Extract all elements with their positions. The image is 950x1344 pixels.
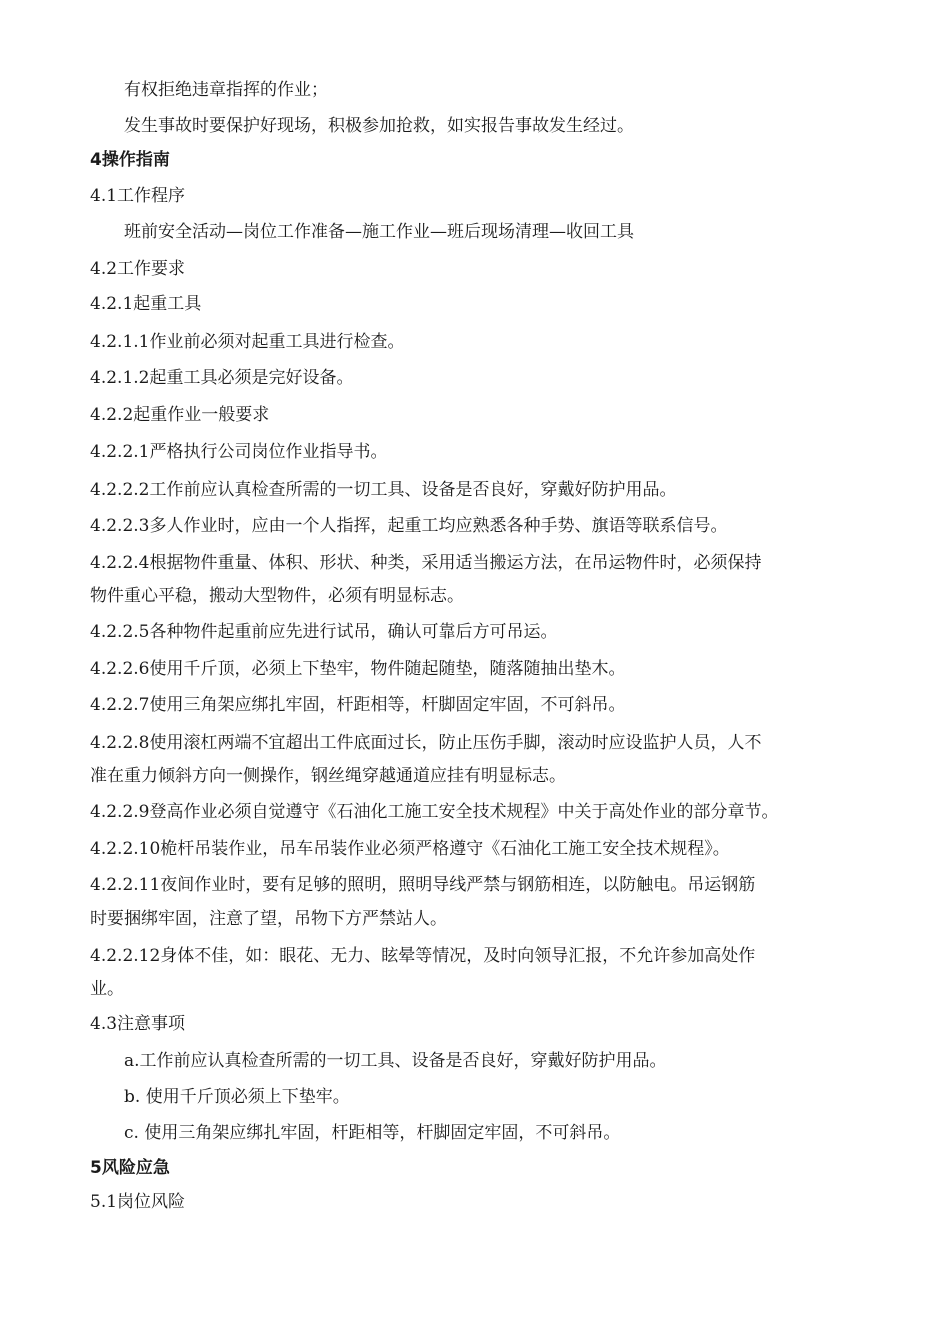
section-heading: 4操作指南 <box>90 150 170 170</box>
section-heading: 5风险应急 <box>90 1158 170 1178</box>
text-line: 4.2.2.1严格执行公司岗位作业指导书。 <box>90 442 388 462</box>
text-line: 4.2.2.11夜间作业时，要有足够的照明，照明导线严禁与钢筋相连，以防触电。吊运钢筋 <box>90 875 756 895</box>
text-line: 4.2.2.8使用滚杠两端不宜超出工件底面过长，防止压伤手脚，滚动时应设监护人员，人不 <box>90 733 762 753</box>
subsection-heading: 4.2.2起重作业一般要求 <box>90 405 270 425</box>
text-line: 准在重力倾斜方向一侧操作，钢丝绳穿越通道应挂有明显标志。 <box>90 766 566 786</box>
subsection-heading: 5.1岗位风险 <box>90 1192 186 1212</box>
list-item: b. 使用千斤顶必须上下垫牢。 <box>124 1087 350 1107</box>
subsection-heading: 4.2工作要求 <box>90 259 186 279</box>
text-line: 4.2.2.9登高作业必须自觉遵守《石油化工施工安全技术规程》中关于高处作业的部分章节。 <box>90 802 779 822</box>
text-line: 4.2.1.1作业前必须对起重工具进行检查。 <box>90 332 405 352</box>
text-line: 4.2.1.2起重工具必须是完好设备。 <box>90 368 354 388</box>
text-line: 4.2.2.12身体不佳，如：眼花、无力、眩晕等情况，及时向领导汇报，不允许参加高处作 <box>90 946 756 966</box>
subsection-heading: 4.3注意事项 <box>90 1014 186 1034</box>
text-line: 4.2.2.5各种物件起重前应先进行试吊，确认可靠后方可吊运。 <box>90 622 558 642</box>
text-line: 班前安全活动—岗位工作准备—施工作业—班后现场清理—收回工具 <box>124 222 634 242</box>
list-item: c. 使用三角架应绑扎牢固，杆距相等，杆脚固定牢固，不可斜吊。 <box>124 1123 621 1143</box>
text-line: 4.2.2.6使用千斤顶，必须上下垫牢，物件随起随垫，随落随抽出垫木。 <box>90 659 626 679</box>
list-item: a.工作前应认真检查所需的一切工具、设备是否良好，穿戴好防护用品。 <box>124 1051 667 1071</box>
text-line: 时要捆绑牢固，注意了望，吊物下方严禁站人。 <box>90 909 447 929</box>
text-line: 业。 <box>90 979 124 999</box>
text-line: 物件重心平稳，搬动大型物件，必须有明显标志。 <box>90 586 464 606</box>
text-line: 4.2.2.7使用三角架应绑扎牢固，杆距相等，杆脚固定牢固，不可斜吊。 <box>90 695 626 715</box>
text-line: 4.2.2.3多人作业时，应由一个人指挥，起重工均应熟悉各种手势、旗语等联系信号。 <box>90 516 728 536</box>
text-line: 4.2.2.10桅杆吊装作业，吊车吊装作业必须严格遵守《石油化工施工安全技术规程》。 <box>90 839 730 859</box>
text-line: 发生事故时要保护好现场，积极参加抢救，如实报告事故发生经过。 <box>124 116 634 136</box>
text-line: 4.2.2.2工作前应认真检查所需的一切工具、设备是否良好，穿戴好防护用品。 <box>90 480 677 500</box>
text-line: 有权拒绝违章指挥的作业； <box>124 80 328 100</box>
text-line: 4.2.2.4根据物件重量、体积、形状、种类，采用适当搬运方法，在吊运物件时，必须保持 <box>90 553 762 573</box>
subsection-heading: 4.2.1起重工具 <box>90 294 202 314</box>
subsection-heading: 4.1工作程序 <box>90 186 186 206</box>
